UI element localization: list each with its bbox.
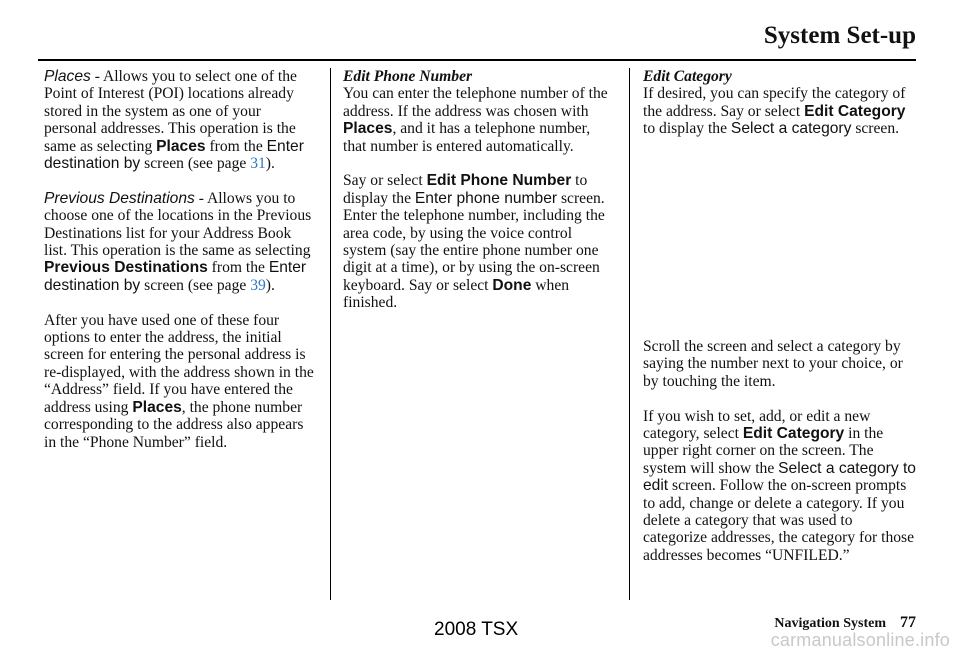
- phone-entry-paragraph: [343, 172, 615, 311]
- done-option: Done: [492, 276, 532, 294]
- text: screen. Follow the on-screen prompts to add, change or delete a category. If you delete a category that was used to categorize addresses, the category for those addresses becomes “UNFILED.”: [643, 477, 915, 564]
- site-watermark: carmanualsonline.info: [770, 630, 950, 650]
- page-link-39[interactable]: 39: [250, 276, 266, 294]
- edit-category-heading: Edit Category: [643, 68, 732, 85]
- previous-destinations-option: Previous Destinations: [44, 259, 208, 277]
- text: Scroll the screen and select a category by saying the number next to your choice, or by touching the item.: [643, 338, 903, 390]
- text: to display the: [343, 172, 588, 207]
- category-intro-paragraph: [643, 85, 917, 137]
- text: - Allows you to choose one of the locations in the Previous Destinations list for your Address Book list. This operation is the same as selecting: [44, 189, 312, 260]
- edit-category-option: Edit Category: [804, 102, 906, 120]
- text: ).: [265, 276, 275, 294]
- text: screen (see page: [140, 276, 251, 294]
- phone-intro-paragraph: [343, 85, 615, 155]
- text: If you wish to set, add, or edit a new category, select: [643, 407, 871, 443]
- column-middle: [343, 68, 615, 329]
- edit-phone-number-heading: Edit Phone Number: [343, 68, 473, 85]
- text: in the upper right corner on the screen. The system will show the: [643, 425, 884, 477]
- text: , and it has a telephone number, that number is entered automatically.: [343, 120, 591, 155]
- places-term: Places: [44, 68, 91, 85]
- page-link-31[interactable]: 31: [250, 155, 266, 173]
- section-name: Navigation System: [774, 616, 886, 631]
- column-left: [44, 68, 316, 468]
- text: from the: [207, 259, 269, 277]
- screen-name: Enter destination by: [44, 259, 307, 294]
- model-label: 2008 TSX: [434, 619, 519, 640]
- page-title: System Set-up: [763, 22, 916, 49]
- screen-name: Select a category to edit: [643, 459, 916, 495]
- screen-name: Enter phone number: [414, 189, 558, 207]
- text: - Allows you to select one of the Point of Interest (POI) locations already stored in the system as one of your personal addresses. This operation is the same as selecting: [44, 68, 297, 155]
- text: to display the: [643, 120, 731, 138]
- text: If desired, you can specify the category of the address. Say or select: [643, 85, 906, 120]
- category-edit-paragraph: [643, 408, 917, 565]
- category-scroll-paragraph: [643, 338, 917, 390]
- text: screen.: [851, 120, 900, 138]
- places-option: Places: [132, 398, 182, 416]
- places-option: Places: [343, 120, 393, 138]
- edit-category-option: Edit Category: [742, 425, 845, 443]
- header-rule: [38, 59, 916, 61]
- address-paragraph: [44, 312, 316, 451]
- column-divider: [629, 68, 630, 600]
- text: Say or select: [343, 172, 427, 190]
- previous-destinations-term: Previous Destinations: [44, 189, 195, 207]
- screen-name: Enter destination by: [44, 137, 304, 173]
- text: After you have used one of these four options to enter the address, the initial screen for entering the personal address is re-displayed, with the address shown in the “Address” field. If you have entered the address using: [44, 311, 314, 416]
- previous-destinations-paragraph: [44, 190, 316, 294]
- text: screen (see page: [140, 155, 251, 173]
- column-right: [643, 68, 917, 582]
- text: screen. Enter the telephone number, including the area code, by using the voice control system (say the entire phone number one digit at a time), or by using the on-screen keyboard. Say or select: [343, 189, 605, 294]
- edit-phone-number-option: Edit Phone Number: [426, 172, 572, 190]
- page-number: 77: [900, 614, 916, 631]
- screen-image-area: [643, 155, 917, 338]
- text: You can enter the telephone number of the address. If the address was chosen with: [343, 85, 608, 120]
- column-divider: [330, 68, 331, 600]
- text: from the: [205, 137, 267, 155]
- places-paragraph: [44, 68, 316, 172]
- text: ).: [265, 155, 275, 173]
- text: when finished.: [343, 276, 570, 312]
- text: , the phone number corresponding to the address also appears in the “Phone Number” field.: [44, 398, 304, 451]
- screen-name: Select a category: [730, 120, 852, 138]
- places-option: Places: [156, 137, 206, 155]
